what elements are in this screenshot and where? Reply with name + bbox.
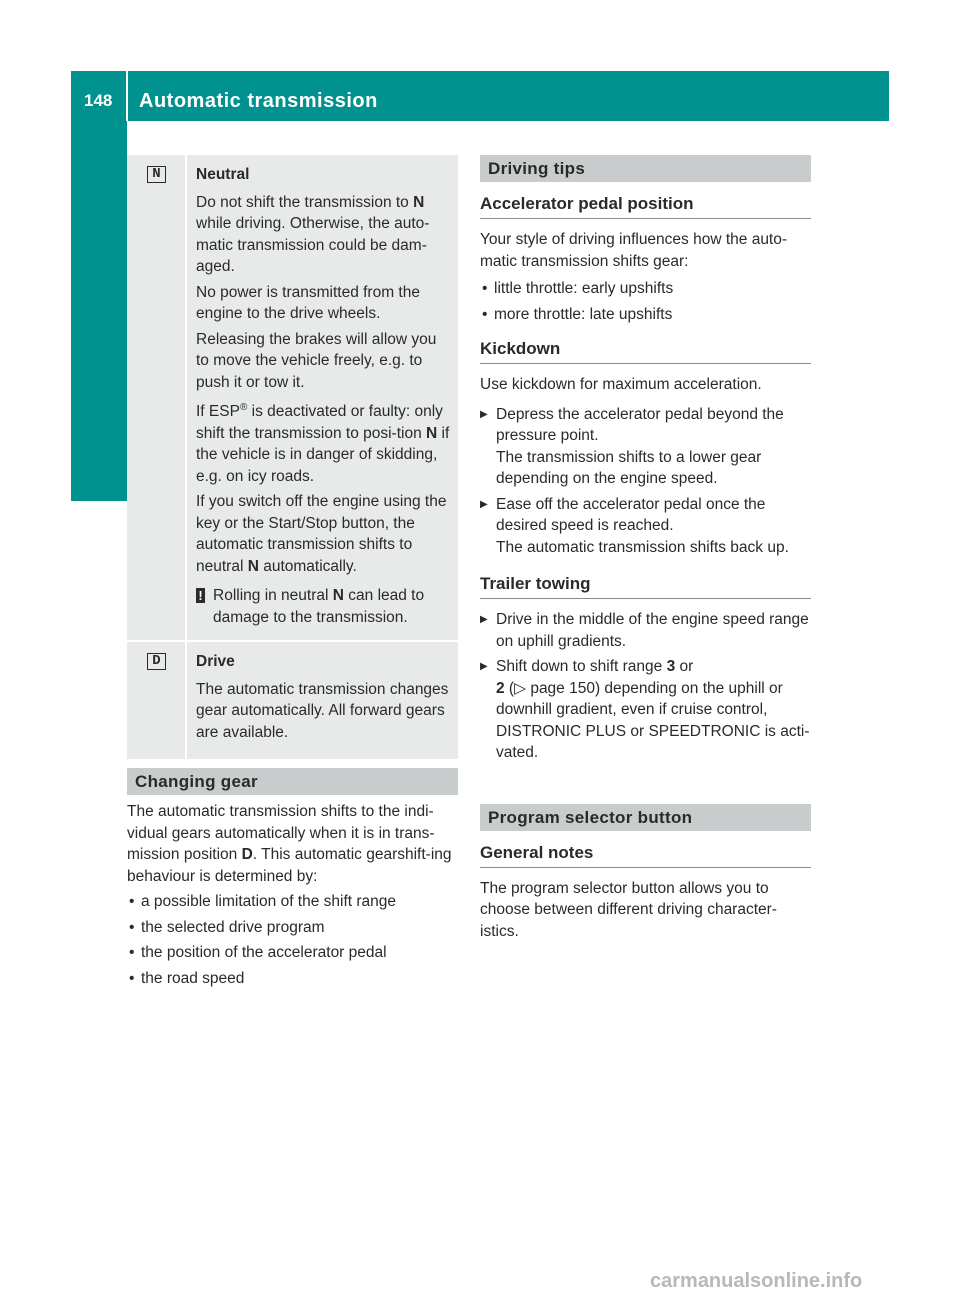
list-item: • a possible limitation of the shift range <box>127 891 458 913</box>
list-item: • little throttle: early upshifts <box>480 278 811 300</box>
chapter-title: Automatic transmission <box>139 90 378 112</box>
changing-gear-intro: The automatic transmission shifts to the indi-vidual gears automatically when it is in trans-mission position D. This automatic gearshift-ing behaviour is determined by: <box>127 803 452 885</box>
neutral-p4: If ESP® is deactivated or faulty: only shift the transmission to posi-tion N if the vehicle is in danger of skidding, e.g. on icy roads. <box>196 402 450 485</box>
kickdown-steps <box>480 404 811 559</box>
watermark: carmanualsonline.info <box>650 1270 863 1292</box>
general-notes-heading: General notes <box>480 843 811 868</box>
list-item: ▶ Ease off the accelerator pedal once the desired speed is reached. The automatic transmission shifts back up. <box>480 494 811 559</box>
program-selector-text: The program selector button allows you to choose between different driving character-istics. <box>480 879 777 940</box>
neutral-warning: ! Rolling in neutral N can lead to damage to the transmission. <box>196 585 452 628</box>
page-number: 148 <box>84 91 113 110</box>
gear-table <box>127 155 458 759</box>
neutral-p3: Releasing the brakes will allow you to move the vehicle freely, e.g. to push it or tow it. <box>196 330 437 391</box>
list-item: ▶ Drive in the middle of the engine speed range on uphill gradients. <box>480 609 811 652</box>
list-item: • more throttle: late upshifts <box>480 304 811 326</box>
changing-gear-section <box>127 768 458 993</box>
drive-title: Drive <box>196 653 235 671</box>
list-item: ▶ Depress the accelerator pedal beyond the pressure point. The transmission shifts to a lower gear depending on the engine speed. <box>480 404 811 490</box>
neutral-p5: If you switch off the engine using the key or the Start/Stop button, the automatic transmission shifts to neutral N automatically. <box>196 493 447 575</box>
trailer-heading: Trailer towing <box>480 574 811 599</box>
kickdown-intro: Use kickdown for maximum acceleration. <box>480 376 762 393</box>
accelerator-heading: Accelerator pedal position <box>480 194 811 219</box>
changing-gear-list <box>127 891 458 989</box>
neutral-p1: Do not shift the transmission to N while driving. Otherwise, the auto-matic transmission could be dam-aged. <box>196 193 430 275</box>
driving-tips-heading: Driving tips <box>480 155 811 182</box>
drive-p1: The automatic transmission changes gear automatically. All forward gears are available. <box>196 680 449 741</box>
neutral-key-icon: N <box>147 166 166 183</box>
neutral-p2: No power is transmitted from the engine to the drive wheels. <box>196 283 420 322</box>
list-item: • the road speed <box>127 968 458 990</box>
list-item: • the selected drive program <box>127 917 458 939</box>
warning-icon: ! <box>196 588 205 603</box>
table-row-drive <box>127 640 458 759</box>
side-section-label: Driving and parking <box>87 261 110 459</box>
drive-key-icon: D <box>147 653 166 670</box>
list-item: ▶ Shift down to shift range 3 or 2 (▷ page 150) depending on the uphill or downhill gradient, even if cruise control, DISTRONIC PLUS or SPEEDTRONIC is acti-vated. <box>480 656 811 764</box>
header-divider <box>126 71 128 121</box>
list-item: • the position of the accelerator pedal <box>127 942 458 964</box>
table-row-neutral <box>127 155 458 640</box>
accelerator-intro: Your style of driving influences how the auto-matic transmission shifts gear: <box>480 231 788 270</box>
driving-tips-section <box>480 155 811 942</box>
trailer-steps <box>480 609 811 764</box>
kickdown-heading: Kickdown <box>480 339 811 364</box>
changing-gear-heading: Changing gear <box>127 768 458 795</box>
accelerator-list <box>480 278 811 325</box>
neutral-title: Neutral <box>196 166 250 183</box>
program-selector-heading: Program selector button <box>480 804 811 831</box>
